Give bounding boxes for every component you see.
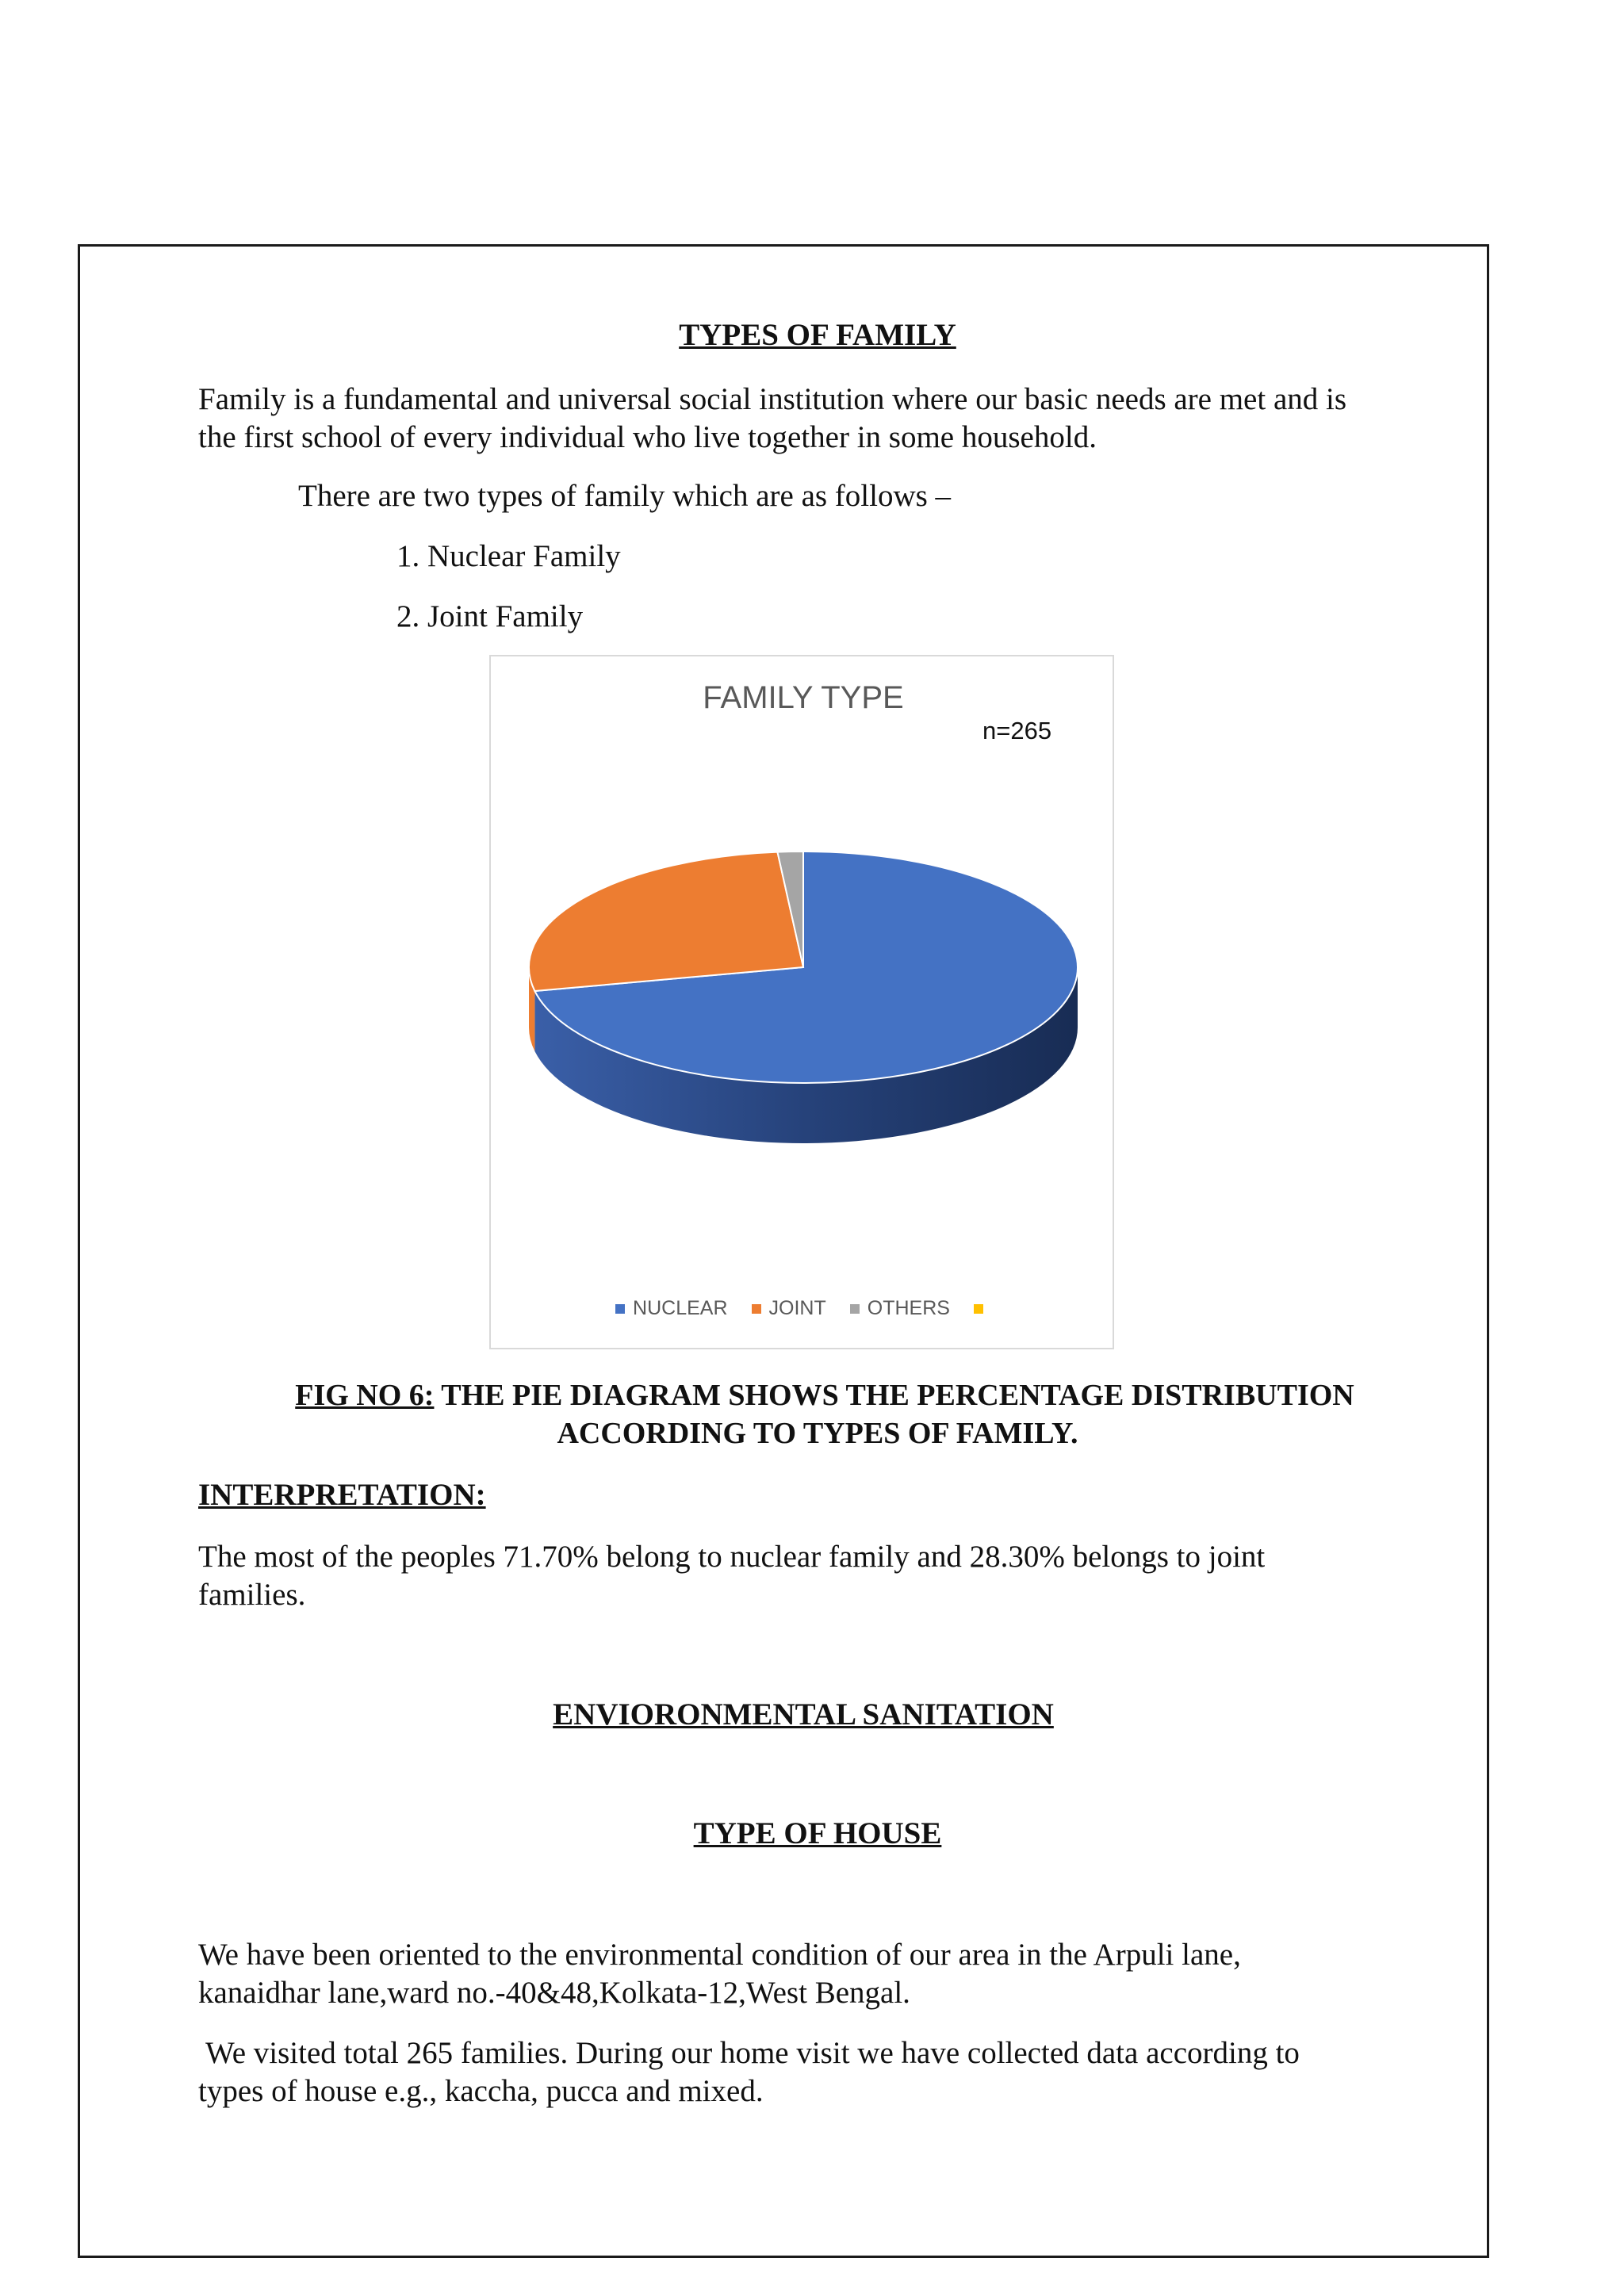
family-type-chart [489,655,1114,1349]
chart-sample-size: n=265 [982,717,1052,744]
legend-swatch-blank [974,1304,983,1314]
interpretation-heading: INTERPRETATION: [198,1478,486,1512]
house-paragraph1-line1: We have been oriented to the environmental condition of our area in the Arpuli lane, [198,1938,1241,1972]
legend-item-joint [752,1297,826,1320]
chart-legend [491,1297,1116,1320]
legend-item-nuclear [615,1297,727,1320]
figure-caption-line2: ACCORDING TO TYPES OF FAMILY. [557,1417,1078,1450]
chart-title: FAMILY TYPE [703,680,904,715]
legend-item-blank [974,1297,991,1320]
figure-caption-line1 [198,1376,1451,1414]
list-item-joint: 2. Joint Family [396,599,584,633]
pie-slice-joint [529,852,803,991]
family-paragraph-line2: the first school of every individual who live together in some household. [198,420,1097,454]
legend-label-joint: JOINT [768,1297,826,1319]
family-types-intro: There are two types of family which are as follows – [298,479,952,513]
legend-swatch-joint [752,1304,761,1314]
house-paragraph2-line2: types of house e.g., kaccha, pucca and mixed. [198,2074,764,2108]
family-paragraph-line1: Family is a fundamental and universal social institution where our basic needs are met and is [198,382,1347,416]
figure-label: FIG NO 6: [295,1379,435,1412]
list-item-nuclear: 1. Nuclear Family [396,539,621,573]
types-of-family-heading: TYPES OF FAMILY [679,318,956,352]
legend-swatch-nuclear [615,1304,625,1314]
figure-caption-text: THE PIE DIAGRAM SHOWS THE PERCENTAGE DISTRIBUTION [434,1379,1354,1412]
pie-chart-svg [491,656,1116,1351]
legend-swatch-others [850,1304,860,1314]
legend-label-nuclear: NUCLEAR [633,1297,728,1319]
interpretation-line1: The most of the peoples 71.70% belong to nuclear family and 28.30% belongs to joint [198,1540,1266,1574]
house-paragraph2-line1: We visited total 265 families. During our home visit we have collected data according to [198,2036,1300,2070]
environmental-sanitation-heading: ENVIORONMENTAL SANITATION [553,1697,1054,1732]
house-paragraph1-line2: kanaidhar lane,ward no.-40&48,Kolkata-12,West Bengal. [198,1976,910,2010]
legend-label-others: OTHERS [867,1297,950,1319]
legend-item-others [850,1297,950,1320]
type-of-house-heading: TYPE OF HOUSE [693,1816,942,1850]
interpretation-line2: families. [198,1578,306,1612]
